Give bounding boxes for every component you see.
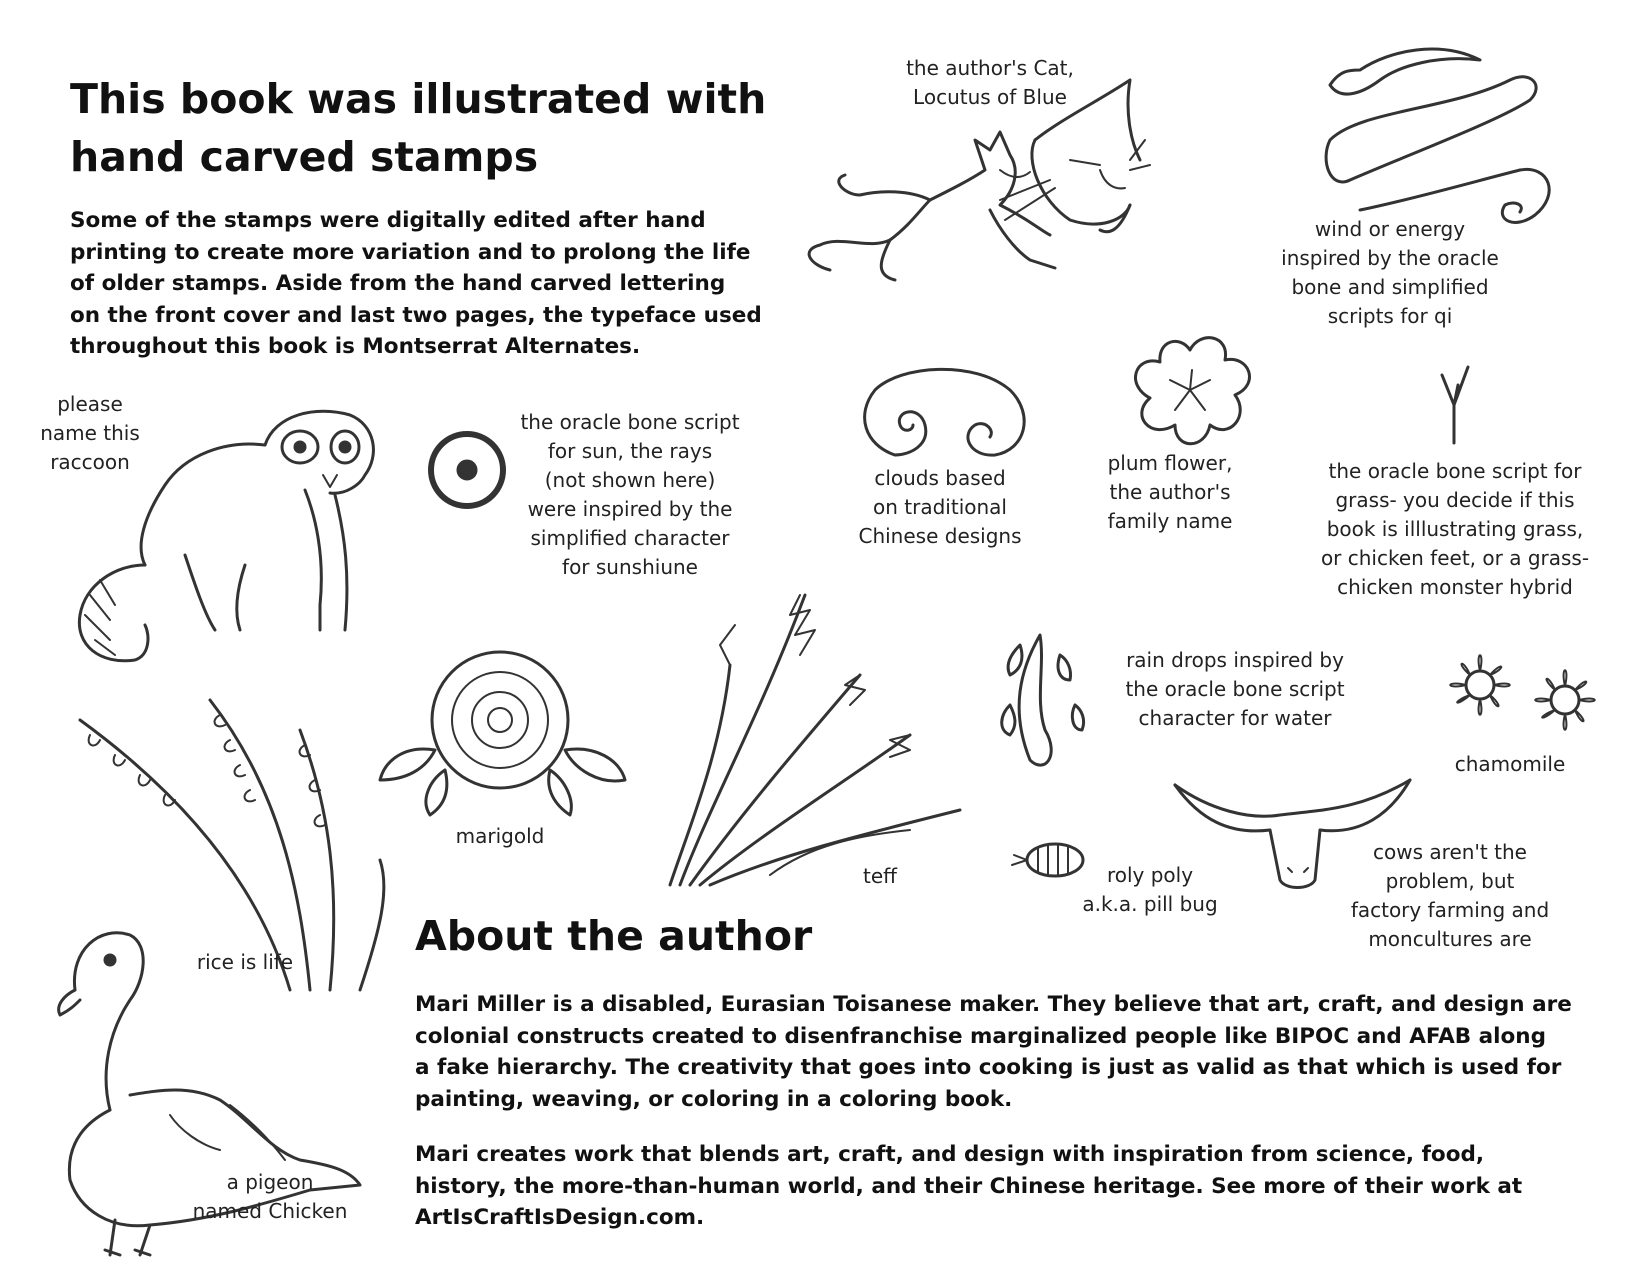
intro-paragraph — [70, 205, 790, 363]
rain-caption-line: rain drops inspired by — [1126, 648, 1344, 672]
grass-caption — [1300, 457, 1610, 602]
cow-caption-line: cows aren't the — [1373, 840, 1527, 864]
intro-line: throughout this book is Montserrat Alternates. — [70, 334, 641, 359]
wind-caption — [1250, 215, 1530, 331]
wind-caption-line: bone and simplified — [1291, 275, 1489, 299]
intro-line: Some of the stamps were digitally edited after hand — [70, 208, 706, 233]
sun-caption-line: (not shown here) — [544, 468, 716, 492]
chamomile-caption-line: chamomile — [1454, 752, 1566, 776]
wind-caption-line: inspired by the oracle — [1281, 246, 1499, 270]
plum-caption-line: plum flower, — [1107, 451, 1233, 475]
raccoon-caption-line: please — [57, 392, 123, 416]
about-website-line: ArtIsCraftIsDesign.com. — [415, 1205, 705, 1230]
rain-caption-line: character for water — [1138, 706, 1332, 730]
intro-line: of older stamps. Aside from the hand carved lettering — [70, 271, 726, 296]
plum-caption-line: the author's — [1109, 480, 1231, 504]
rolypoly-caption-line: roly poly — [1106, 863, 1194, 887]
title-line-2: hand carved stamps — [70, 133, 539, 181]
sun-caption — [485, 408, 775, 582]
about-line: Mari Miller is a disabled, Eurasian Toisanese maker. They believe that art, craft, and design are — [415, 992, 1572, 1017]
grass-caption-line: book is illlustrating grass, — [1326, 517, 1584, 541]
pigeon-caption-line: a pigeon — [226, 1170, 314, 1194]
cow-caption-line: problem, but — [1385, 869, 1515, 893]
about-line: colonial constructs created to disenfranchise marginalized people like BIPOC and AFAB along — [415, 1023, 1546, 1049]
clouds-caption-line: Chinese designs — [858, 524, 1022, 548]
rolypoly-caption-line: a.k.a. pill bug — [1082, 892, 1218, 916]
rain-drops-illustration — [1000, 630, 1110, 770]
pigeon-caption — [170, 1168, 370, 1226]
grass-caption-line: the oracle bone script for — [1328, 459, 1582, 483]
teff-caption-line: teff — [863, 864, 897, 888]
plum-flower-illustration — [1120, 330, 1260, 460]
sun-caption-line: the oracle bone script — [520, 410, 740, 434]
title-line-1: This book was illustrated with — [70, 75, 767, 123]
about-line: history, the more-than-human world, and their Chinese heritage. See more of their work at — [415, 1173, 1523, 1199]
teff-caption — [840, 862, 920, 891]
sun-caption-line: for sunshiune — [562, 555, 698, 579]
wind-illustration — [1330, 40, 1560, 240]
intro-line: printing to create more variation and to prolong the life — [70, 239, 751, 265]
about-paragraph-1 — [415, 989, 1615, 1115]
cat-caption-line: the author's Cat, — [906, 56, 1074, 80]
marigold-caption-line: marigold — [455, 824, 545, 848]
grass-caption-line: or chicken feet, or a grass- — [1320, 546, 1590, 570]
cow-caption-line: factory farming and — [1350, 898, 1550, 922]
clouds-caption — [830, 464, 1050, 551]
rice-caption-line: rice is life — [196, 950, 294, 974]
about-line: Mari creates work that blends art, craft, and design with inspiration from science, food, — [415, 1142, 1485, 1167]
about-title: About the author — [415, 912, 813, 960]
raccoon-caption-line: raccoon — [50, 450, 130, 474]
cow-caption — [1325, 838, 1575, 954]
wind-caption-line: wind or energy — [1314, 217, 1466, 241]
grass-caption-line: chicken monster hybrid — [1337, 575, 1573, 599]
clouds-caption-line: on traditional — [873, 495, 1007, 519]
about-line: a fake hierarchy. The creativity that goes into cooking is just as valid as that which is used for — [415, 1055, 1562, 1080]
clouds-caption-line: clouds based — [874, 466, 1006, 490]
grass-caption-line: grass- you decide if this — [1335, 488, 1575, 512]
raccoon-caption — [20, 390, 160, 477]
cat-caption — [870, 54, 1110, 112]
sun-caption-line: were inspired by the — [527, 497, 733, 521]
chamomile-illustration — [1435, 640, 1615, 740]
sun-caption-line: simplified character — [530, 526, 730, 550]
intro-line: on the front cover and last two pages, the typeface used — [70, 302, 762, 328]
page-title — [70, 70, 790, 186]
chamomile-caption — [1440, 750, 1580, 779]
cat-caption-line: Locutus of Blue — [913, 85, 1067, 109]
about-paragraph-2 — [415, 1139, 1615, 1234]
teff-illustration — [660, 585, 970, 895]
about-line: painting, weaving, or coloring in a coloring book. — [415, 1086, 1013, 1112]
sun-caption-line: for sun, the rays — [547, 439, 713, 463]
marigold-illustration — [375, 630, 625, 820]
raccoon-caption-line: name this — [40, 421, 140, 445]
wind-caption-line: scripts for qi — [1327, 304, 1453, 328]
plum-caption-line: family name — [1107, 509, 1233, 533]
grass-illustration — [1440, 365, 1480, 445]
rain-caption-line: the oracle bone script — [1125, 677, 1345, 701]
marigold-caption — [430, 822, 570, 851]
cow-caption-line: moncultures are — [1368, 927, 1532, 951]
rain-caption — [1095, 646, 1375, 733]
clouds-illustration — [855, 365, 1035, 465]
pigeon-caption-line: named Chicken — [192, 1199, 348, 1223]
plum-caption — [1070, 449, 1270, 536]
